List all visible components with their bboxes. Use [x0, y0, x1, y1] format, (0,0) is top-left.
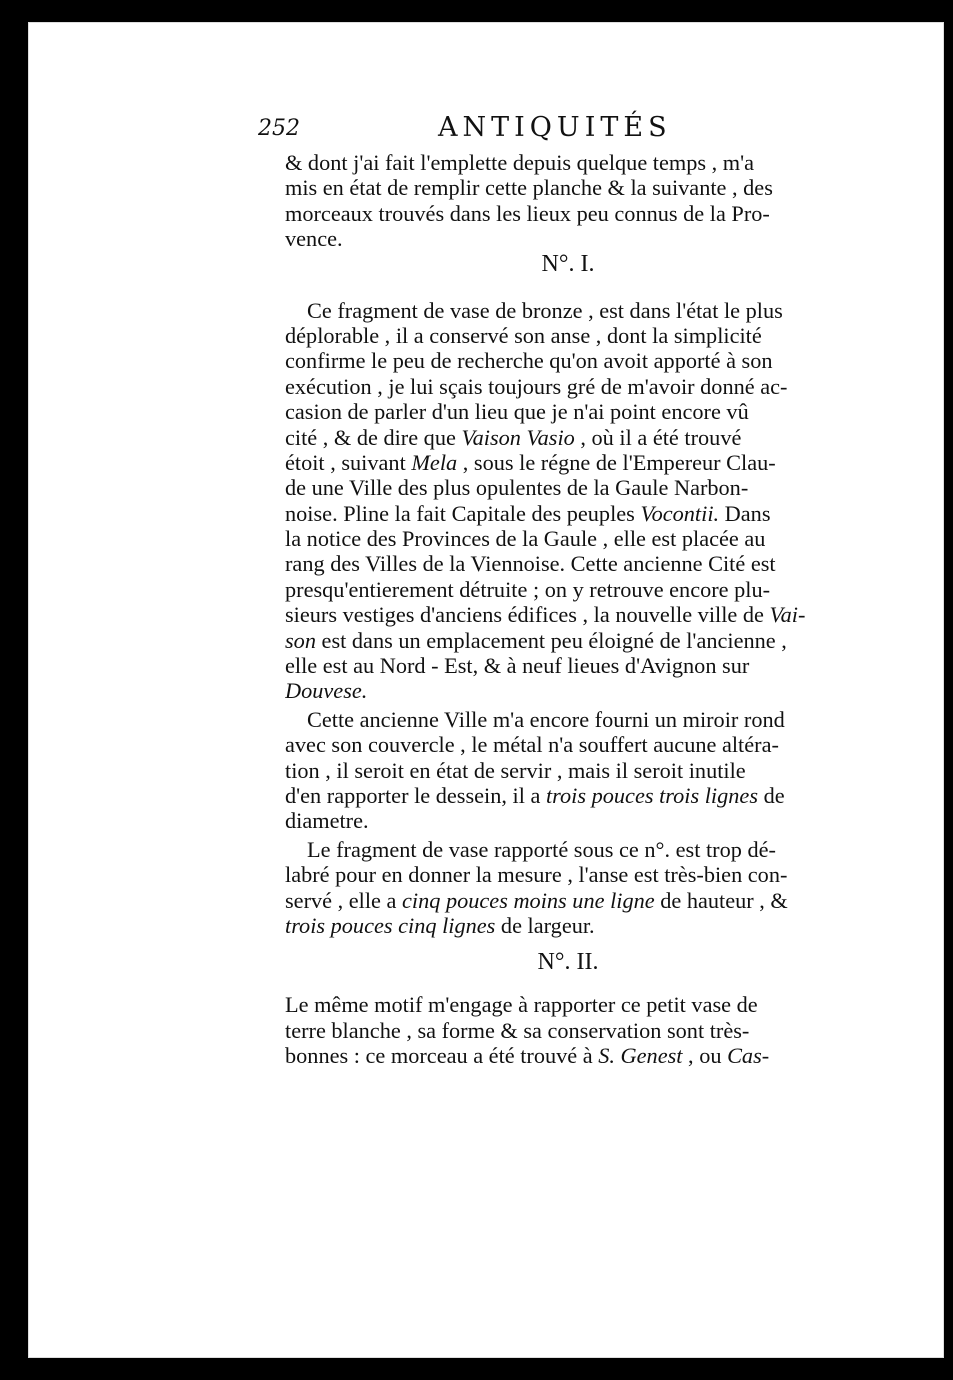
intro-paragraph: [285, 150, 851, 252]
text-run: étoit , suivant: [285, 449, 412, 475]
text-run: cité , & de dire que: [285, 424, 462, 450]
text-run: Dans: [719, 500, 771, 526]
page-header: [258, 112, 718, 148]
text-line: [285, 913, 851, 938]
text-line: labré pour en donner la mesure , l'anse est très-bien con-: [285, 862, 788, 888]
text-line: [285, 1043, 851, 1068]
text-line: déplorable , il a conservé son anse , dont la simplicité: [285, 322, 762, 348]
text-run: est dans un emplacement peu éloigné de l'ancienne ,: [315, 627, 787, 653]
text-run: sieurs vestiges d'anciens édifices , la nouvelle ville de: [285, 602, 770, 628]
measure-italic: trois pouces cinq lignes: [285, 912, 496, 938]
section-heading-1: N°. I.: [541, 251, 595, 277]
text-run: , ou: [682, 1043, 728, 1069]
place-name-italic: Vaison Vasio: [461, 424, 575, 450]
text-line: Le fragment de vase rapporté sous ce n°. est trop dé-: [307, 836, 776, 862]
text-line: confirme le peu de recherche qu'on avoit apporté à son: [285, 348, 773, 374]
text-line: [285, 888, 851, 913]
place-name-italic: S. Genest: [598, 1043, 683, 1069]
text-line: [285, 450, 851, 475]
text-line: exécution , je lui sçais toujours gré de m'avoir donné ac-: [285, 373, 788, 399]
text-line: [285, 783, 851, 808]
text-run: servé , elle a: [285, 887, 402, 913]
text-line: morceaux trouvés dans les lieux peu connus de la Pro-: [285, 200, 770, 226]
text-line: Cette ancienne Ville m'a encore fourni un miroir rond: [307, 706, 785, 732]
text-run: noise. Pline la fait Capitale des peuples: [285, 500, 641, 526]
measure-italic: cinq pouces moins une ligne: [402, 887, 655, 913]
text-line: casion de parler d'un lieu que je n'ai point encore vû: [285, 399, 749, 425]
author-name-italic: Mela: [411, 449, 458, 475]
text-run: bonnes : ce morceau a été trouvé à: [285, 1043, 599, 1069]
text-run: de hauteur , &: [654, 887, 788, 913]
text-run: d'en rapporter le dessein, il a: [285, 782, 546, 808]
page-number: 252: [258, 116, 300, 141]
text-line: de une Ville des plus opulentes de la Gaule Narbon-: [285, 475, 749, 501]
place-name-italic: son: [285, 627, 316, 653]
body-text: [285, 150, 851, 1069]
river-name-italic: Douvese.: [285, 678, 368, 704]
text-line: vence.: [285, 226, 343, 252]
running-title: ANTIQUITÉS: [438, 112, 672, 143]
text-line: tion , il seroit en état de servir , mais il seroit inutile: [285, 757, 746, 783]
text-line: diametre.: [285, 808, 369, 834]
text-line: rang des Villes de la Viennoise. Cette ancienne Cité est: [285, 551, 776, 577]
place-name-italic: Cas-: [727, 1043, 770, 1069]
text-line: [285, 425, 851, 450]
people-name-italic: Vocontii.: [640, 500, 720, 526]
text-line: avec son couvercle , le métal n'a souffert aucune altéra-: [285, 732, 779, 758]
text-line: [285, 628, 851, 653]
text-run: de largeur.: [495, 912, 595, 938]
text-line: Ce fragment de vase de bronze , est dans l'état le plus: [307, 297, 783, 323]
paragraph: [285, 992, 851, 1068]
text-line: presqu'entierement détruite ; on y retrouve encore plu-: [285, 576, 771, 602]
text-run: de: [758, 782, 785, 808]
section-heading-2: N°. II.: [537, 950, 599, 976]
text-line: [285, 602, 851, 627]
measure-italic: trois pouces trois lignes: [545, 782, 758, 808]
paragraph: [285, 298, 851, 704]
text-line: la notice des Provinces de la Gaule , elle est placée au: [285, 526, 766, 552]
paragraph: [285, 707, 851, 834]
text-line: Le même motif m'engage à rapporter ce petit vase de: [285, 992, 758, 1018]
text-run: , où il a été trouvé: [574, 424, 742, 450]
paragraph: [285, 837, 851, 939]
text-run: , sous le régne de l'Empereur Clau-: [457, 449, 776, 475]
place-name-italic: Vai-: [769, 602, 806, 628]
text-line: mis en état de remplir cette planche & la suivante , des: [285, 175, 773, 201]
text-line: terre blanche , sa forme & sa conservation sont très-: [285, 1017, 750, 1043]
text-line: elle est au Nord - Est, & à neuf lieues d'Avignon sur: [285, 653, 750, 679]
text-line: [285, 501, 851, 526]
text-line: [285, 678, 851, 703]
text-line: & dont j'ai fait l'emplette depuis quelque temps , m'a: [285, 150, 755, 175]
